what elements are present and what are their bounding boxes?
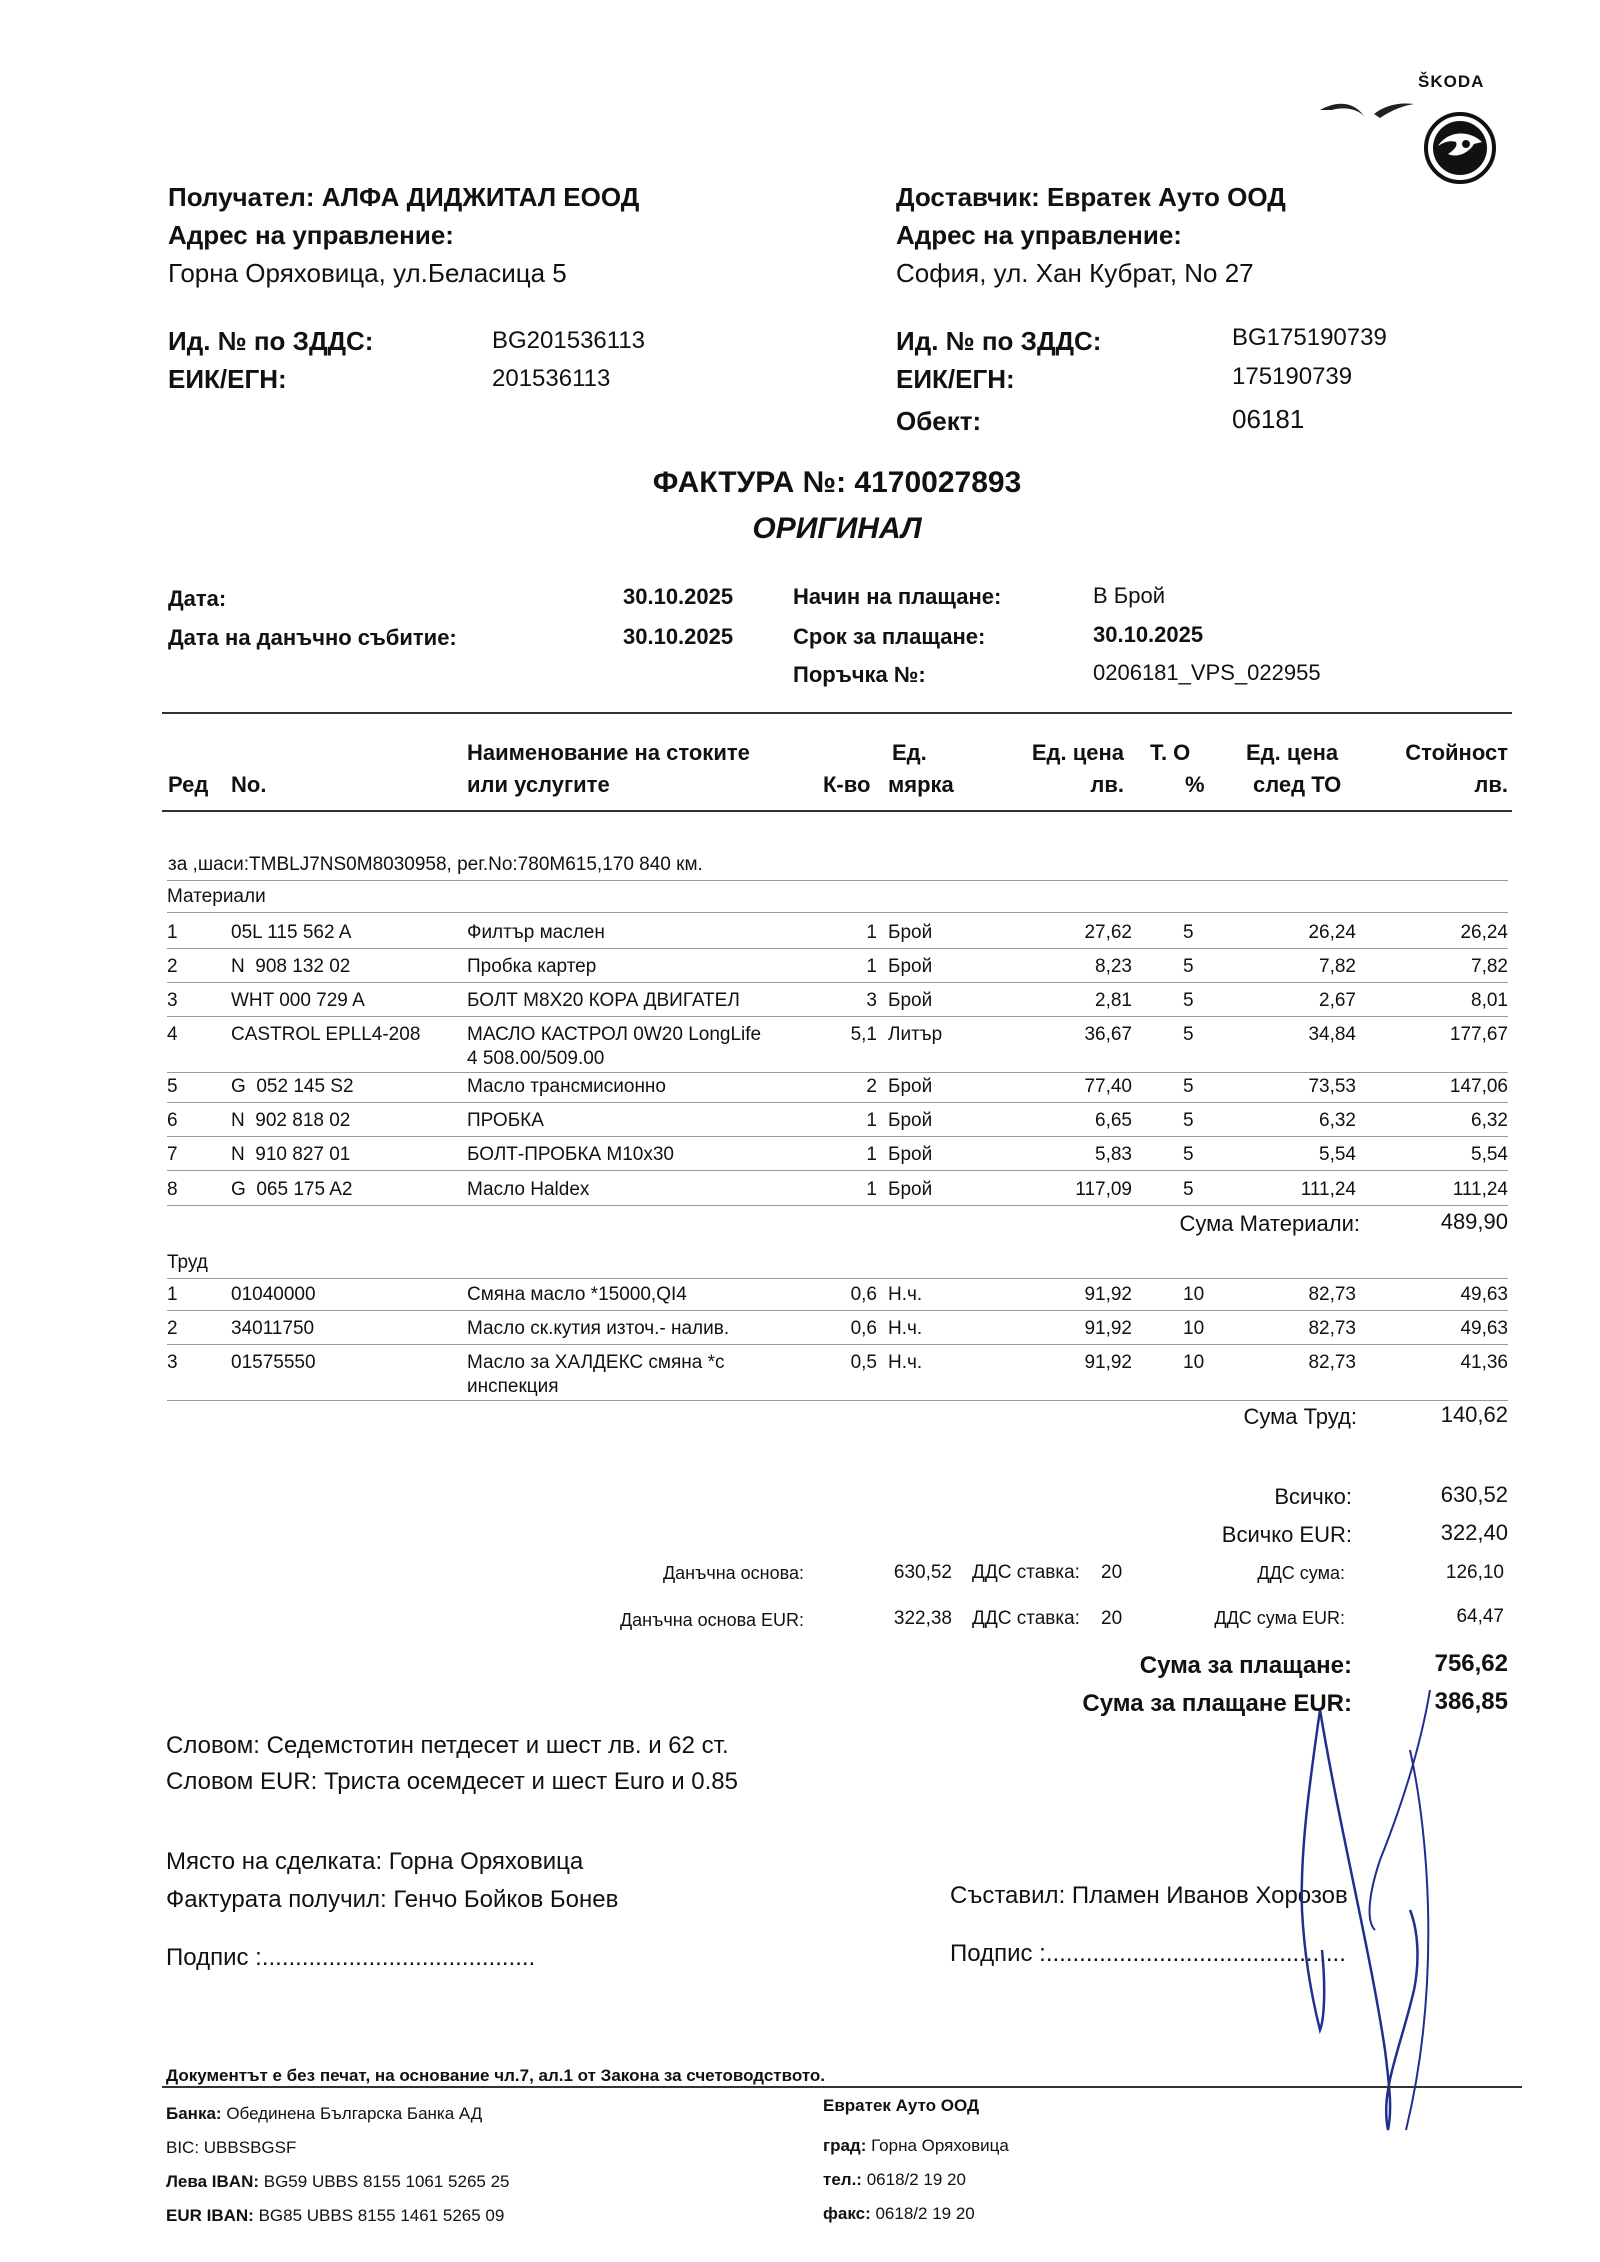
cell-red: 3 xyxy=(167,1352,178,1373)
cell-qty: 0,6 xyxy=(850,1318,877,1339)
th-qty: К-во xyxy=(823,772,871,797)
labor-label: Труд xyxy=(167,1252,208,1273)
cell-to: 5 xyxy=(1183,1144,1194,1165)
th-after-2: след ТО xyxy=(1253,772,1342,797)
th-name-2: или услугите xyxy=(467,772,610,797)
cell-after: 5,54 xyxy=(1319,1144,1356,1165)
recipient-address-label: Адрес на управление: xyxy=(168,220,454,250)
cell-no: CASTROL EPLL4-208 xyxy=(231,1024,421,1045)
cell-unit: Литър xyxy=(888,1024,943,1045)
supplier-object: 06181 xyxy=(1232,404,1305,434)
materials-sum-label: Сума Материали: xyxy=(1179,1211,1360,1236)
iban-eur-label: EUR IBAN: xyxy=(166,2206,254,2225)
row-separator xyxy=(167,1170,1508,1171)
footer-rule xyxy=(162,2086,1522,2088)
cell-after: 7,82 xyxy=(1319,956,1356,977)
cell-qty: 5,1 xyxy=(850,1024,877,1045)
vat-sum-eur: 64,47 xyxy=(1456,1606,1504,1627)
cell-to: 5 xyxy=(1183,1076,1194,1097)
vat-rate-eur-label: ДДС ставка: xyxy=(972,1608,1080,1629)
row-separator xyxy=(167,1102,1508,1103)
cell-unit: Брой xyxy=(888,1076,933,1097)
pay-eur-label: Сума за плащане EUR: xyxy=(1082,1690,1352,1717)
chassis-line: за ,шаси:TMBLJ7NS0M8030958, рег.No:780M615,170 840 км. xyxy=(168,854,703,875)
cell-price: 117,09 xyxy=(1075,1179,1132,1200)
total-all: 630,52 xyxy=(1440,1482,1508,1507)
th-after-1: Ед. цена xyxy=(1246,740,1339,765)
tax-date-label: Дата на данъчно събитие: xyxy=(168,625,457,650)
cell-price: 5,83 xyxy=(1095,1144,1132,1165)
cell-total: 6,32 xyxy=(1471,1110,1508,1131)
date-value: 30.10.2025 xyxy=(623,584,734,609)
row-separator xyxy=(167,1400,1508,1401)
cell-after: 111,24 xyxy=(1300,1179,1356,1200)
tax-base-label: Данъчна основа: xyxy=(662,1563,804,1583)
payment-method: В Брой xyxy=(1093,583,1165,608)
words-eur: Словом EUR: Триста осемдесет и шест Euro и 0.85 xyxy=(166,1768,739,1795)
cell-price: 91,92 xyxy=(1084,1318,1132,1339)
logo-wing-icon xyxy=(1318,96,1418,126)
recipient-title: Получател: АЛФА ДИДЖИТАЛ ЕООД xyxy=(168,182,640,212)
cell-red: 3 xyxy=(167,990,178,1011)
recipient-vat-label: Ид. № по ЗДДС: xyxy=(168,326,374,356)
tel: 0618/2 19 20 xyxy=(866,2170,966,2189)
total-all-eur: 322,40 xyxy=(1440,1520,1508,1545)
cell-price: 27,62 xyxy=(1084,922,1132,943)
cell-price: 36,67 xyxy=(1084,1024,1132,1045)
row-separator xyxy=(167,1136,1508,1137)
bic: BIC: UBBSBGSF xyxy=(166,2138,297,2157)
cell-unit: Брой xyxy=(888,1179,933,1200)
th-unit-2: мярка xyxy=(888,772,954,797)
cell-to: 5 xyxy=(1183,1024,1194,1045)
cell-red: 4 xyxy=(167,1024,178,1045)
cell-no: G 052 145 S2 xyxy=(231,1076,354,1097)
cell-to: 5 xyxy=(1183,1179,1194,1200)
bank-name: Обединена Българска Банка АД xyxy=(226,2104,483,2123)
supplier-object-label: Обект: xyxy=(896,406,982,436)
th-no: No. xyxy=(231,772,267,797)
vat-rate: 20 xyxy=(1101,1562,1123,1583)
iban-eur: BG85 UBBS 8155 1461 5265 09 xyxy=(258,2206,505,2225)
supplier-title: Доставчик: Евратек Ауто ООД xyxy=(896,182,1286,212)
signature-line-recipient: Подпис :......................................... xyxy=(166,1944,536,1971)
cell-name-cont: 4 508.00/509.00 xyxy=(467,1048,605,1069)
cell-qty: 2 xyxy=(866,1076,877,1097)
brand-name: ŠKODA xyxy=(1418,72,1485,91)
cell-price: 91,92 xyxy=(1084,1284,1132,1305)
cell-no: 01575550 xyxy=(231,1352,316,1373)
supplier-address-label: Адрес на управление: xyxy=(896,220,1182,250)
city-label: град: xyxy=(823,2136,867,2155)
cell-to: 10 xyxy=(1183,1318,1205,1339)
city: Горна Оряховица xyxy=(871,2136,1009,2155)
cell-no: N 902 818 02 xyxy=(231,1110,351,1131)
bank-label: Банка: xyxy=(166,2104,222,2123)
cell-name: Пробка картер xyxy=(467,956,597,977)
vat-sum: 126,10 xyxy=(1445,1562,1504,1583)
cell-red: 2 xyxy=(167,1318,178,1339)
cell-qty: 1 xyxy=(866,1179,877,1200)
cell-qty: 1 xyxy=(866,1110,877,1131)
cell-to: 10 xyxy=(1183,1352,1205,1373)
order-label: Поръчка №: xyxy=(793,662,926,687)
cell-unit: Брой xyxy=(888,1110,933,1131)
cell-unit: Брой xyxy=(888,1144,933,1165)
cell-name: Смяна масло *15000,QI4 xyxy=(467,1284,687,1305)
cell-name: БОЛТ М8Х20 КОРА ДВИГАТЕЛ xyxy=(467,990,740,1011)
cell-qty: 0,6 xyxy=(850,1284,877,1305)
skoda-logo-icon xyxy=(1420,108,1500,188)
cell-no: 05L 115 562 A xyxy=(231,922,352,943)
cell-no: 34011750 xyxy=(231,1318,315,1339)
footer-company: Евратек Ауто ООД xyxy=(823,2096,980,2115)
cell-price: 91,92 xyxy=(1084,1352,1132,1373)
date-label: Дата: xyxy=(168,586,227,611)
recipient-address: Горна Оряховица, ул.Беласица 5 xyxy=(168,258,567,288)
cell-price: 6,65 xyxy=(1095,1110,1132,1131)
vat-rate-label: ДДС ставка: xyxy=(972,1562,1080,1583)
row-separator xyxy=(167,1344,1508,1345)
cell-after: 6,32 xyxy=(1319,1110,1356,1131)
vat-rate-eur: 20 xyxy=(1101,1608,1123,1629)
cell-qty: 1 xyxy=(866,956,877,977)
cell-unit: Брой xyxy=(888,956,933,977)
fax-label: факс: xyxy=(823,2204,871,2223)
cell-name: Масло Haldex xyxy=(467,1179,590,1200)
fax: 0618/2 19 20 xyxy=(875,2204,975,2223)
th-red: Ред xyxy=(168,772,209,797)
payment-due-label: Срок за плащане: xyxy=(793,624,986,649)
cell-name: БОЛТ-ПРОБКА M10x30 xyxy=(467,1144,674,1165)
row-separator xyxy=(167,880,1508,881)
iban-bgn: BG59 UBBS 8155 1061 5265 25 xyxy=(263,2172,510,2191)
cell-price: 77,40 xyxy=(1084,1076,1132,1097)
supplier-vat-label: Ид. № по ЗДДС: xyxy=(896,326,1102,356)
th-total-2: лв. xyxy=(1474,772,1508,797)
cell-unit: Брой xyxy=(888,922,933,943)
row-separator xyxy=(167,1278,1508,1279)
tel-label: тел.: xyxy=(823,2170,862,2189)
total-all-eur-label: Всичко EUR: xyxy=(1221,1522,1352,1547)
pay-total: 756,62 xyxy=(1434,1650,1508,1677)
header-top-rule xyxy=(162,712,1512,714)
row-separator xyxy=(167,1072,1508,1073)
cell-no: WHT 000 729 A xyxy=(231,990,365,1011)
iban-bgn-label: Лева IBAN: xyxy=(166,2172,260,2191)
cell-unit: Н.ч. xyxy=(888,1284,923,1305)
cell-after: 26,24 xyxy=(1308,922,1356,943)
cell-after: 82,73 xyxy=(1308,1352,1356,1373)
cell-after: 2,67 xyxy=(1319,990,1356,1011)
cell-price: 8,23 xyxy=(1095,956,1132,977)
cell-total: 49,63 xyxy=(1460,1318,1508,1339)
row-separator xyxy=(167,912,1508,913)
cell-price: 2,81 xyxy=(1095,990,1132,1011)
order-number: 0206181_VPS_022955 xyxy=(1093,660,1321,685)
cell-name: Масло за ХАЛДЕКС смяна *с xyxy=(467,1352,725,1373)
cell-total: 26,24 xyxy=(1460,922,1508,943)
cell-qty: 1 xyxy=(866,922,877,943)
recipient-eik-label: ЕИК/ЕГН: xyxy=(168,364,287,394)
cell-no: N 908 132 02 xyxy=(231,956,351,977)
materials-label: Материали xyxy=(167,886,266,907)
supplier-eik-label: ЕИК/ЕГН: xyxy=(896,364,1015,394)
pay-label: Сума за плащане: xyxy=(1139,1652,1352,1679)
supplier-vat: BG175190739 xyxy=(1232,324,1387,351)
cell-after: 82,73 xyxy=(1308,1284,1356,1305)
cell-total: 147,06 xyxy=(1449,1076,1508,1097)
signature-line-composer: Подпис :............................................. xyxy=(950,1940,1346,1967)
cell-after: 82,73 xyxy=(1308,1318,1356,1339)
cell-total: 111,24 xyxy=(1452,1179,1508,1200)
supplier-address: София, ул. Хан Кубрат, No 27 xyxy=(896,258,1254,288)
cell-red: 8 xyxy=(167,1179,178,1200)
cell-name-cont: инспекция xyxy=(467,1376,559,1397)
cell-after: 73,53 xyxy=(1308,1076,1356,1097)
cell-total: 8,01 xyxy=(1471,990,1508,1011)
cell-qty: 1 xyxy=(866,1144,877,1165)
th-name-1: Наименование на стоките xyxy=(467,740,750,765)
th-to-2: % xyxy=(1185,772,1205,797)
cell-red: 5 xyxy=(167,1076,178,1097)
invoice-title: ФАКТУРА №: 4170027893 xyxy=(652,466,1022,499)
vat-sum-label: ДДС сума: xyxy=(1257,1563,1345,1583)
invoice-composed-by: Съставил: Пламен Иванов Хорозов xyxy=(950,1882,1348,1909)
tax-base-eur: 322,38 xyxy=(893,1608,952,1629)
cell-to: 10 xyxy=(1183,1284,1205,1305)
cell-red: 6 xyxy=(167,1110,178,1131)
materials-sum: 489,90 xyxy=(1440,1209,1508,1234)
words-bgn: Словом: Седемстотин петдесет и шест лв. и 62 ст. xyxy=(166,1732,729,1759)
cell-qty: 0,5 xyxy=(850,1352,877,1373)
cell-name: ПРОБКА xyxy=(467,1110,544,1131)
total-all-label: Всичко: xyxy=(1274,1484,1352,1509)
cell-total: 177,67 xyxy=(1449,1024,1508,1045)
cell-qty: 3 xyxy=(866,990,877,1011)
row-separator xyxy=(167,982,1508,983)
invoice-received-by: Фактурата получил: Генчо Бойков Бонев xyxy=(166,1886,619,1913)
pay-eur-total: 386,85 xyxy=(1434,1688,1508,1715)
cell-red: 2 xyxy=(167,956,178,977)
recipient-vat: BG201536113 xyxy=(492,327,646,354)
cell-to: 5 xyxy=(1183,1110,1194,1131)
labor-sum-label: Сума Труд: xyxy=(1243,1404,1357,1429)
th-to-1: Т. О xyxy=(1150,740,1191,765)
cell-red: 1 xyxy=(167,1284,178,1305)
cell-no: G 065 175 A2 xyxy=(231,1179,353,1200)
recipient-eik: 201536113 xyxy=(492,365,611,392)
tax-date-value: 30.10.2025 xyxy=(623,624,734,649)
invoice-original: ОРИГИНАЛ xyxy=(752,512,922,545)
deal-place: Място на сделката: Горна Оряховица xyxy=(166,1848,584,1875)
cell-red: 7 xyxy=(167,1144,178,1165)
header-bottom-rule xyxy=(162,810,1512,812)
cell-to: 5 xyxy=(1183,922,1194,943)
tax-base: 630,52 xyxy=(893,1562,952,1583)
th-price-2: лв. xyxy=(1090,772,1124,797)
cell-to: 5 xyxy=(1183,990,1194,1011)
cell-to: 5 xyxy=(1183,956,1194,977)
tax-base-eur-label: Данъчна основа EUR: xyxy=(619,1610,804,1630)
supplier-eik: 175190739 xyxy=(1232,363,1353,390)
row-separator xyxy=(167,948,1508,949)
cell-unit: Н.ч. xyxy=(888,1352,923,1373)
vat-sum-eur-label: ДДС сума EUR: xyxy=(1214,1608,1345,1628)
payment-due: 30.10.2025 xyxy=(1093,622,1204,647)
row-separator xyxy=(167,1205,1508,1206)
cell-total: 49,63 xyxy=(1460,1284,1508,1305)
cell-name: Масло трансмисионно xyxy=(467,1076,666,1097)
row-separator xyxy=(167,1016,1508,1017)
cell-total: 5,54 xyxy=(1471,1144,1508,1165)
labor-sum: 140,62 xyxy=(1440,1402,1508,1427)
cell-total: 7,82 xyxy=(1471,956,1508,977)
th-price-1: Ед. цена xyxy=(1031,740,1124,765)
th-total-1: Стойност xyxy=(1405,740,1508,765)
cell-unit: Брой xyxy=(888,990,933,1011)
handwritten-signature xyxy=(1280,1690,1470,2140)
cell-no: 01040000 xyxy=(231,1284,316,1305)
cell-name: Масло ск.кутия източ.- налив. xyxy=(467,1318,730,1339)
cell-unit: Н.ч. xyxy=(888,1318,923,1339)
legal-note: Документът е без печат, на основание чл.7, ал.1 от Закона за счетоводството. xyxy=(166,2066,826,2085)
cell-total: 41,36 xyxy=(1460,1352,1508,1373)
cell-name: МАСЛО КАСТРОЛ 0W20 LongLife xyxy=(467,1024,762,1045)
cell-name: Филтър маслен xyxy=(467,922,605,943)
cell-after: 34,84 xyxy=(1308,1024,1356,1045)
cell-red: 1 xyxy=(167,922,178,943)
th-unit-1: Ед. xyxy=(892,740,927,765)
cell-no: N 910 827 01 xyxy=(231,1144,351,1165)
row-separator xyxy=(167,1310,1508,1311)
payment-method-label: Начин на плащане: xyxy=(793,584,1002,609)
